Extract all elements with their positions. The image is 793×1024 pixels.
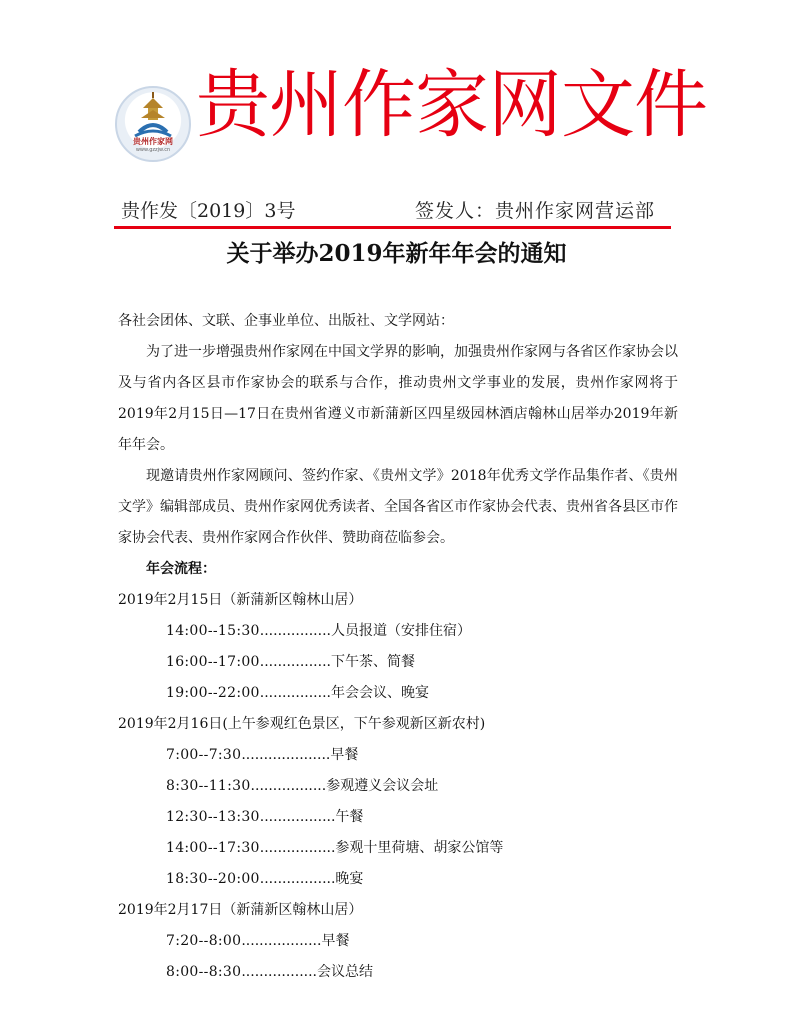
notice-body <box>118 306 678 988</box>
leader-dots: ................ <box>259 623 331 639</box>
day-heading: 2019年2月16日(上午参观红色景区，下午参观新区新农村) <box>118 716 486 732</box>
leader-dots: .................. <box>241 933 322 949</box>
schedule-event: 人员报道（安排住宿） <box>330 623 471 639</box>
document-number: 贵作发〔2019〕3号 <box>121 200 296 222</box>
schedule-time: 14:00--17:30 <box>166 840 260 856</box>
schedule-item <box>118 771 678 802</box>
leader-dots: .................... <box>241 747 331 763</box>
logo-text: 贵州作家网 <box>133 137 173 146</box>
leader-dots: ................. <box>259 840 336 856</box>
schedule-event: 参观遵义会议会址 <box>326 778 439 794</box>
schedule-time: 16:00--17:00 <box>166 654 260 670</box>
logo <box>115 86 191 162</box>
schedule-item <box>118 678 678 709</box>
schedule-time: 8:30--11:30 <box>166 778 251 794</box>
schedule-event: 年会会议、晚宴 <box>330 685 429 701</box>
red-divider <box>114 226 671 229</box>
signer: 签发人：贵州作家网营运部 <box>415 200 656 222</box>
schedule-event: 早餐 <box>330 747 359 763</box>
day-heading: 2019年2月17日（新蒲新区翰林山居） <box>118 902 363 918</box>
schedule-time: 12:30--13:30 <box>166 809 260 825</box>
leader-dots: ................. <box>259 809 336 825</box>
leader-dots: ................. <box>250 778 327 794</box>
schedule-time: 14:00--15:30 <box>166 623 260 639</box>
schedule-time: 7:20--8:00 <box>166 933 242 949</box>
schedule-event: 午餐 <box>335 809 364 825</box>
paragraph-intro: 为了进一步增强贵州作家网在中国文学界的影响，加强贵州作家网与各省区作家协会以及与省内各区县市作家协会的联系与合作，推动贵州文学事业的发展，贵州作家网将于2019年2月15日—17日在贵州省遵义市新蒲新区四星级园林酒店翰林山居举办2019年新年年会。 <box>118 344 678 453</box>
schedule-label: 年会流程： <box>146 561 216 577</box>
leader-dots: ................ <box>259 685 331 701</box>
schedule-event: 会议总结 <box>317 964 373 980</box>
schedule-time: 8:00--8:30 <box>166 964 242 980</box>
schedule-item <box>118 833 678 864</box>
schedule-time: 7:00--7:30 <box>166 747 242 763</box>
salutation: 各社会团体、文联、企事业单位、出版社、文学网站： <box>118 313 454 329</box>
schedule-event: 晚宴 <box>335 871 364 887</box>
schedule-event: 参观十里荷塘、胡家公馆等 <box>335 840 504 856</box>
schedule-item <box>118 740 678 771</box>
schedule-item <box>118 957 678 988</box>
schedule-time: 18:30--20:00 <box>166 871 260 887</box>
day-heading: 2019年2月15日（新蒲新区翰林山居） <box>118 592 363 608</box>
schedule-item <box>118 647 678 678</box>
notice-title: 关于举办2019年新年年会的通知 <box>226 240 567 267</box>
leader-dots: ................. <box>259 871 336 887</box>
schedule-event: 早餐 <box>321 933 350 949</box>
schedule-item <box>118 802 678 833</box>
schedule-item <box>118 926 678 957</box>
logo-url: www.gzzjw.cn <box>135 147 171 153</box>
schedule-time: 19:00--22:00 <box>166 685 260 701</box>
paragraph-invitation: 现邀请贵州作家网顾问、签约作家、《贵州文学》2018年优秀文学作品集作者、《贵州文学》编辑部成员、贵州作家网优秀读者、全国各省区市作家协会代表、贵州省各县区市作家协会代表、贵州作家网合作伙伴、赞助商莅临参会。 <box>118 468 678 546</box>
schedule-item <box>118 616 678 647</box>
leader-dots: ................ <box>259 654 331 670</box>
leader-dots: ................. <box>241 964 317 980</box>
schedule-event: 下午茶、简餐 <box>330 654 415 670</box>
schedule-item <box>118 864 678 895</box>
document-header-title: 贵州作家网文件 <box>196 62 707 148</box>
